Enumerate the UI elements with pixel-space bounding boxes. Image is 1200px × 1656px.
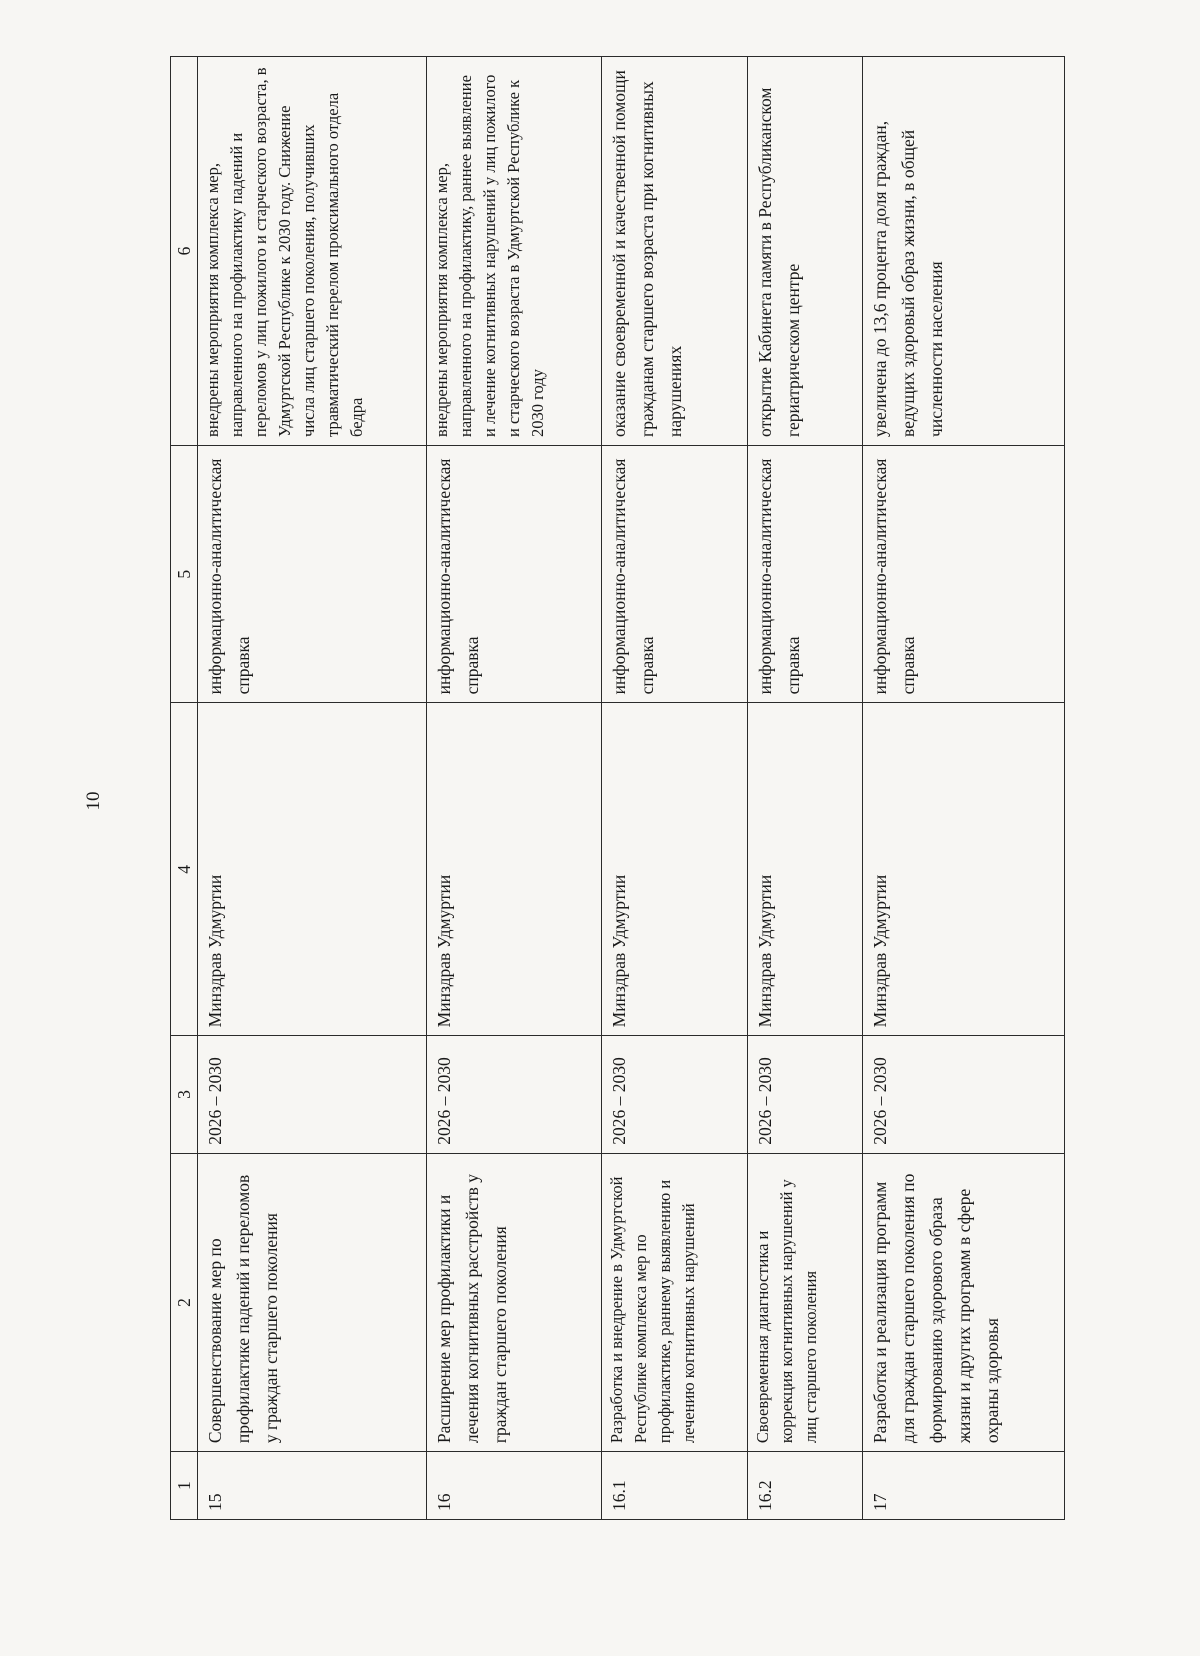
row-event: Своевременная диагностика и коррекция когнитивных нарушений у лиц старшего поколения	[747, 1153, 862, 1451]
header-col-3: 3	[171, 1036, 198, 1153]
row-period: 2026 – 2030	[427, 1036, 602, 1153]
row-document: информационно-аналитическая справка	[862, 445, 1064, 702]
row-event: Расширение мер профилактики и лечения когнитивных расстройств у граждан старшего поколения	[427, 1153, 602, 1451]
row-executor: Минздрав Удмуртии	[198, 703, 427, 1036]
row-result: увеличена до 13,6 процента доля граждан, ведущих здоровый образ жизни, в общей численности населения	[862, 57, 1064, 446]
row-result: внедрены мероприятия комплекса мер, направленного на профилактику падений и переломов у лиц пожилого и старческого возраста, в Удмуртской Республике к 2030 году. Снижение числа лиц старшего поколения, получивших травматический перелом проксимального отдела бедра	[198, 57, 427, 446]
table-row	[198, 57, 427, 1520]
row-number: 16.1	[602, 1452, 748, 1520]
row-document: информационно-аналитическая справка	[427, 445, 602, 702]
table-header-row	[171, 57, 198, 1520]
table-row	[862, 57, 1064, 1520]
row-period: 2026 – 2030	[198, 1036, 427, 1153]
row-executor: Минздрав Удмуртии	[602, 703, 748, 1036]
row-result: внедрены мероприятия комплекса мер, направленного на профилактику, раннее выявление и лечение когнитивных нарушений у лиц пожилого и старческого возраста в Удмуртской Республике к 2030 году	[427, 57, 602, 446]
row-event: Разработка и внедрение в Удмуртской Республике комплекса мер по профилактике, раннему выявлению и лечению когнитивных нарушений	[602, 1153, 748, 1451]
measures-table	[170, 56, 1065, 1520]
row-number: 15	[198, 1452, 427, 1520]
row-number: 17	[862, 1452, 1064, 1520]
row-document: информационно-аналитическая справка	[747, 445, 862, 702]
row-executor: Минздрав Удмуртии	[862, 703, 1064, 1036]
row-result: оказание своевременной и качественной помощи гражданам старшего возраста при когнитивных нарушениях	[602, 57, 748, 446]
header-col-6: 6	[171, 57, 198, 446]
row-number: 16.2	[747, 1452, 862, 1520]
row-result: открытие Кабинета памяти в Республиканском гериатрическом центре	[747, 57, 862, 446]
rotated-table-container	[170, 56, 1065, 1520]
header-col-2: 2	[171, 1153, 198, 1451]
header-col-1: 1	[171, 1452, 198, 1520]
row-executor: Минздрав Удмуртии	[747, 703, 862, 1036]
row-period: 2026 – 2030	[747, 1036, 862, 1153]
row-executor: Минздрав Удмуртии	[427, 703, 602, 1036]
row-event: Совершенствование мер по профилактике падений и переломов у граждан старшего поколения	[198, 1153, 427, 1451]
header-col-4: 4	[171, 703, 198, 1036]
row-period: 2026 – 2030	[862, 1036, 1064, 1153]
row-event: Разработка и реализация программ для граждан старшего поколения по формированию здорового образа жизни и других программ в сфере охраны здоровья	[862, 1153, 1064, 1451]
table-row	[427, 57, 602, 1520]
page-number: 10	[83, 791, 104, 811]
table-row	[602, 57, 748, 1520]
row-document: информационно-аналитическая справка	[198, 445, 427, 702]
table-row	[747, 57, 862, 1520]
row-period: 2026 – 2030	[602, 1036, 748, 1153]
row-document: информационно-аналитическая справка	[602, 445, 748, 702]
row-number: 16	[427, 1452, 602, 1520]
header-col-5: 5	[171, 445, 198, 702]
